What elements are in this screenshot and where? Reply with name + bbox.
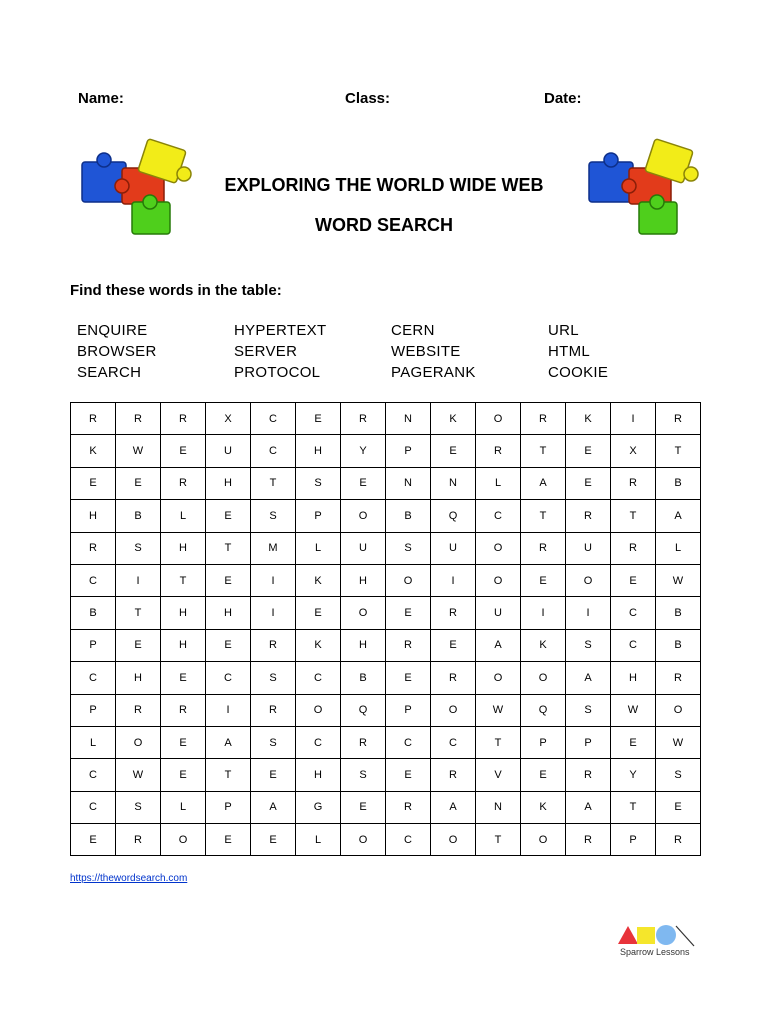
grid-cell[interactable]: C — [251, 403, 296, 435]
logo-triangle-icon — [618, 926, 638, 944]
grid-cell[interactable]: A — [521, 467, 566, 499]
grid-cell[interactable]: S — [251, 500, 296, 532]
logo-line-icon — [676, 926, 694, 946]
grid-cell[interactable]: M — [251, 532, 296, 564]
grid-cell[interactable]: L — [476, 467, 521, 499]
grid-cell[interactable]: E — [566, 435, 611, 467]
grid-cell[interactable]: R — [521, 403, 566, 435]
grid-cell[interactable]: K — [296, 629, 341, 661]
grid-cell[interactable]: R — [341, 403, 386, 435]
grid-cell[interactable]: R — [116, 694, 161, 726]
grid-cell[interactable]: I — [251, 597, 296, 629]
grid-cell[interactable]: W — [656, 726, 701, 758]
grid-cell[interactable]: L — [161, 791, 206, 823]
logo-text: Sparrow Lessons — [620, 947, 690, 957]
page-subtitle: WORD SEARCH — [315, 215, 453, 235]
grid-row — [71, 467, 701, 499]
grid-cell[interactable]: A — [431, 791, 476, 823]
grid-cell[interactable]: E — [206, 500, 251, 532]
grid-cell[interactable]: E — [521, 759, 566, 791]
grid-cell[interactable]: T — [521, 500, 566, 532]
grid-cell[interactable]: R — [656, 403, 701, 435]
grid-cell[interactable]: P — [611, 824, 656, 856]
grid-cell[interactable]: O — [341, 824, 386, 856]
grid-cell[interactable]: R — [71, 532, 116, 564]
grid-cell[interactable]: E — [116, 629, 161, 661]
word-item: PROTOCOL — [234, 364, 321, 381]
grid-cell[interactable]: E — [341, 467, 386, 499]
grid-row — [71, 662, 701, 694]
grid-cell[interactable]: E — [161, 726, 206, 758]
grid-cell[interactable]: S — [656, 759, 701, 791]
grid-cell[interactable]: R — [116, 824, 161, 856]
grid-cell[interactable]: Q — [521, 694, 566, 726]
grid-cell[interactable]: R — [71, 403, 116, 435]
grid-cell[interactable]: E — [431, 435, 476, 467]
grid-cell[interactable]: R — [251, 629, 296, 661]
grid-cell[interactable]: N — [431, 467, 476, 499]
grid-cell[interactable]: E — [251, 824, 296, 856]
grid-cell[interactable]: E — [161, 759, 206, 791]
grid-cell[interactable]: R — [431, 662, 476, 694]
grid-cell[interactable]: W — [116, 759, 161, 791]
word-item: CERN — [391, 322, 435, 339]
grid-cell[interactable]: O — [476, 403, 521, 435]
grid-cell[interactable]: R — [116, 403, 161, 435]
grid-cell[interactable]: A — [566, 791, 611, 823]
grid-cell[interactable]: T — [656, 435, 701, 467]
grid-cell[interactable]: B — [341, 662, 386, 694]
grid-cell[interactable]: R — [161, 467, 206, 499]
grid-cell[interactable]: P — [206, 791, 251, 823]
grid-cell[interactable]: B — [71, 597, 116, 629]
grid-cell[interactable]: H — [296, 435, 341, 467]
grid-cell[interactable]: X — [206, 403, 251, 435]
grid-cell[interactable]: K — [521, 791, 566, 823]
grid-cell[interactable]: R — [656, 662, 701, 694]
grid-cell[interactable]: E — [386, 597, 431, 629]
grid-cell[interactable]: C — [296, 662, 341, 694]
grid-cell[interactable]: L — [71, 726, 116, 758]
grid-cell[interactable]: T — [206, 759, 251, 791]
grid-cell[interactable]: B — [656, 629, 701, 661]
grid-cell[interactable]: K — [296, 564, 341, 596]
grid-cell[interactable]: Y — [611, 759, 656, 791]
grid-row — [71, 403, 701, 435]
date-label: Date: — [544, 90, 582, 107]
letter-grid — [70, 402, 701, 856]
grid-cell[interactable]: E — [71, 824, 116, 856]
grid-cell[interactable]: H — [161, 629, 206, 661]
grid-cell[interactable]: Q — [431, 500, 476, 532]
grid-row — [71, 629, 701, 661]
word-item: ENQUIRE — [77, 322, 148, 339]
grid-cell[interactable]: O — [476, 564, 521, 596]
grid-row — [71, 597, 701, 629]
grid-cell[interactable]: R — [566, 500, 611, 532]
grid-cell[interactable]: C — [206, 662, 251, 694]
grid-cell[interactable]: E — [656, 791, 701, 823]
grid-cell[interactable]: B — [386, 500, 431, 532]
grid-cell[interactable]: S — [341, 759, 386, 791]
class-label: Class: — [345, 90, 391, 107]
source-link[interactable]: https://thewordsearch.com — [70, 873, 188, 884]
grid-cell[interactable]: E — [611, 726, 656, 758]
word-item: SEARCH — [77, 364, 142, 381]
grid-cell[interactable]: T — [611, 500, 656, 532]
grid-cell[interactable]: R — [611, 467, 656, 499]
grid-cell[interactable]: H — [341, 629, 386, 661]
grid-cell[interactable]: S — [251, 662, 296, 694]
grid-cell[interactable]: B — [656, 597, 701, 629]
word-item: HTML — [548, 343, 591, 360]
grid-cell[interactable]: H — [71, 500, 116, 532]
grid-cell[interactable]: C — [431, 726, 476, 758]
word-item: PAGERANK — [391, 364, 476, 381]
word-column — [548, 320, 608, 383]
grid-cell[interactable]: O — [161, 824, 206, 856]
grid-cell[interactable]: P — [521, 726, 566, 758]
grid-cell[interactable]: R — [386, 791, 431, 823]
logo-circle-icon — [656, 925, 676, 945]
grid-row — [71, 694, 701, 726]
grid-cell[interactable]: K — [566, 403, 611, 435]
grid-cell[interactable]: T — [116, 597, 161, 629]
grid-cell[interactable]: K — [71, 435, 116, 467]
grid-cell[interactable]: N — [386, 403, 431, 435]
logo-square-icon — [637, 927, 655, 944]
word-item: WEBSITE — [391, 343, 461, 360]
grid-cell[interactable]: Y — [341, 435, 386, 467]
grid-cell[interactable]: I — [206, 694, 251, 726]
grid-cell[interactable]: I — [566, 597, 611, 629]
grid-cell[interactable]: T — [521, 435, 566, 467]
grid-cell[interactable]: I — [521, 597, 566, 629]
grid-cell[interactable]: I — [251, 564, 296, 596]
grid-cell[interactable]: E — [341, 791, 386, 823]
grid-cell[interactable]: O — [476, 532, 521, 564]
grid-cell[interactable]: E — [566, 467, 611, 499]
grid-cell[interactable]: W — [656, 564, 701, 596]
grid-row — [71, 726, 701, 758]
grid-cell[interactable]: V — [476, 759, 521, 791]
grid-cell[interactable]: R — [476, 435, 521, 467]
grid-row — [71, 435, 701, 467]
grid-cell[interactable]: H — [161, 532, 206, 564]
grid-cell[interactable]: C — [71, 759, 116, 791]
grid-cell[interactable]: A — [656, 500, 701, 532]
grid-cell[interactable]: L — [296, 532, 341, 564]
word-item: URL — [548, 322, 579, 339]
grid-cell[interactable]: O — [566, 564, 611, 596]
word-item: BROWSER — [77, 343, 157, 360]
grid-cell[interactable]: O — [341, 597, 386, 629]
grid-cell[interactable]: R — [431, 759, 476, 791]
grid-cell[interactable]: E — [386, 759, 431, 791]
grid-row — [71, 759, 701, 791]
instructions: Find these words in the table: — [70, 282, 282, 299]
grid-cell[interactable]: A — [251, 791, 296, 823]
grid-cell[interactable]: W — [611, 694, 656, 726]
word-item: SERVER — [234, 343, 298, 360]
grid-cell[interactable]: C — [251, 435, 296, 467]
grid-cell[interactable]: E — [116, 467, 161, 499]
grid-cell[interactable]: R — [566, 824, 611, 856]
grid-cell[interactable]: E — [296, 403, 341, 435]
grid-cell[interactable]: L — [296, 824, 341, 856]
name-label: Name: — [78, 90, 124, 107]
grid-cell[interactable]: P — [71, 629, 116, 661]
grid-cell[interactable]: L — [656, 532, 701, 564]
word-column — [391, 320, 476, 383]
grid-cell[interactable]: L — [161, 500, 206, 532]
grid-cell[interactable]: T — [251, 467, 296, 499]
grid-cell[interactable]: G — [296, 791, 341, 823]
grid-cell[interactable]: H — [206, 597, 251, 629]
grid-cell[interactable]: R — [566, 759, 611, 791]
grid-cell[interactable]: H — [296, 759, 341, 791]
grid-cell[interactable]: P — [386, 435, 431, 467]
grid-cell[interactable]: C — [386, 824, 431, 856]
word-item: COOKIE — [548, 364, 609, 381]
grid-cell[interactable]: P — [566, 726, 611, 758]
grid-cell[interactable]: H — [116, 662, 161, 694]
grid-cell[interactable]: P — [296, 500, 341, 532]
word-column — [234, 320, 326, 383]
grid-cell[interactable]: O — [521, 824, 566, 856]
grid-cell[interactable]: R — [521, 532, 566, 564]
grid-cell[interactable]: E — [431, 629, 476, 661]
grid-cell[interactable]: S — [251, 726, 296, 758]
grid-cell[interactable]: O — [116, 726, 161, 758]
grid-cell[interactable]: O — [521, 662, 566, 694]
grid-cell[interactable]: R — [611, 532, 656, 564]
grid-cell[interactable]: O — [386, 564, 431, 596]
grid-cell[interactable]: B — [656, 467, 701, 499]
grid-cell[interactable]: O — [431, 694, 476, 726]
grid-cell[interactable]: E — [611, 564, 656, 596]
grid-cell[interactable]: H — [206, 467, 251, 499]
grid-cell[interactable]: A — [206, 726, 251, 758]
grid-cell[interactable]: P — [386, 694, 431, 726]
grid-cell[interactable]: O — [296, 694, 341, 726]
grid-row — [71, 500, 701, 532]
grid-cell[interactable]: I — [116, 564, 161, 596]
grid-cell[interactable]: H — [611, 662, 656, 694]
grid-cell[interactable]: C — [476, 500, 521, 532]
grid-cell[interactable]: A — [566, 662, 611, 694]
grid-cell[interactable]: Q — [341, 694, 386, 726]
grid-cell[interactable]: U — [431, 532, 476, 564]
grid-row — [71, 532, 701, 564]
grid-cell[interactable]: E — [161, 435, 206, 467]
grid-row — [71, 564, 701, 596]
grid-cell[interactable]: E — [206, 824, 251, 856]
grid-cell[interactable]: E — [206, 564, 251, 596]
grid-cell[interactable]: U — [206, 435, 251, 467]
grid-cell[interactable]: U — [566, 532, 611, 564]
grid-cell[interactable]: E — [386, 662, 431, 694]
grid-cell[interactable]: R — [341, 726, 386, 758]
grid-cell[interactable]: S — [566, 694, 611, 726]
grid-cell[interactable]: R — [161, 403, 206, 435]
grid-cell[interactable]: R — [251, 694, 296, 726]
grid-cell[interactable]: R — [656, 824, 701, 856]
grid-cell[interactable]: W — [476, 694, 521, 726]
grid-cell[interactable]: E — [251, 759, 296, 791]
grid-cell[interactable]: S — [386, 532, 431, 564]
grid-cell[interactable]: S — [116, 791, 161, 823]
grid-cell[interactable]: K — [521, 629, 566, 661]
grid-cell[interactable]: N — [386, 467, 431, 499]
grid-cell[interactable]: T — [476, 824, 521, 856]
grid-cell[interactable]: O — [341, 500, 386, 532]
grid-cell[interactable]: C — [71, 662, 116, 694]
grid-cell[interactable]: E — [71, 467, 116, 499]
grid-cell[interactable]: N — [476, 791, 521, 823]
grid-cell[interactable]: S — [116, 532, 161, 564]
page-title: EXPLORING THE WORLD WIDE WEB — [224, 175, 544, 195]
grid-cell[interactable]: C — [296, 726, 341, 758]
grid-cell[interactable]: I — [611, 403, 656, 435]
grid-cell[interactable]: O — [656, 694, 701, 726]
grid-cell[interactable]: T — [206, 532, 251, 564]
word-column — [77, 320, 157, 383]
grid-row — [71, 791, 701, 823]
grid-cell[interactable]: O — [476, 662, 521, 694]
grid-cell[interactable]: C — [611, 597, 656, 629]
grid-cell[interactable]: P — [71, 694, 116, 726]
grid-cell[interactable]: S — [296, 467, 341, 499]
grid-cell[interactable]: T — [161, 564, 206, 596]
grid-cell[interactable]: A — [476, 629, 521, 661]
grid-cell[interactable]: C — [71, 791, 116, 823]
grid-cell[interactable]: T — [611, 791, 656, 823]
grid-cell[interactable]: E — [206, 629, 251, 661]
word-item: HYPERTEXT — [234, 322, 327, 339]
grid-cell[interactable]: K — [431, 403, 476, 435]
grid-cell[interactable]: I — [431, 564, 476, 596]
grid-row — [71, 824, 701, 856]
grid-cell[interactable]: R — [431, 597, 476, 629]
grid-cell[interactable]: W — [116, 435, 161, 467]
grid-cell[interactable]: C — [386, 726, 431, 758]
grid-cell[interactable]: U — [476, 597, 521, 629]
grid-cell[interactable]: X — [611, 435, 656, 467]
grid-cell[interactable]: E — [521, 564, 566, 596]
grid-cell[interactable]: E — [161, 662, 206, 694]
grid-cell[interactable]: S — [566, 629, 611, 661]
grid-cell[interactable]: U — [341, 532, 386, 564]
grid-cell[interactable]: H — [341, 564, 386, 596]
grid-cell[interactable]: O — [431, 824, 476, 856]
grid-cell[interactable]: C — [71, 564, 116, 596]
grid-cell[interactable]: R — [386, 629, 431, 661]
grid-cell[interactable]: B — [116, 500, 161, 532]
grid-cell[interactable]: T — [476, 726, 521, 758]
grid-cell[interactable]: H — [161, 597, 206, 629]
grid-cell[interactable]: C — [611, 629, 656, 661]
grid-cell[interactable]: R — [161, 694, 206, 726]
grid-cell[interactable]: E — [296, 597, 341, 629]
